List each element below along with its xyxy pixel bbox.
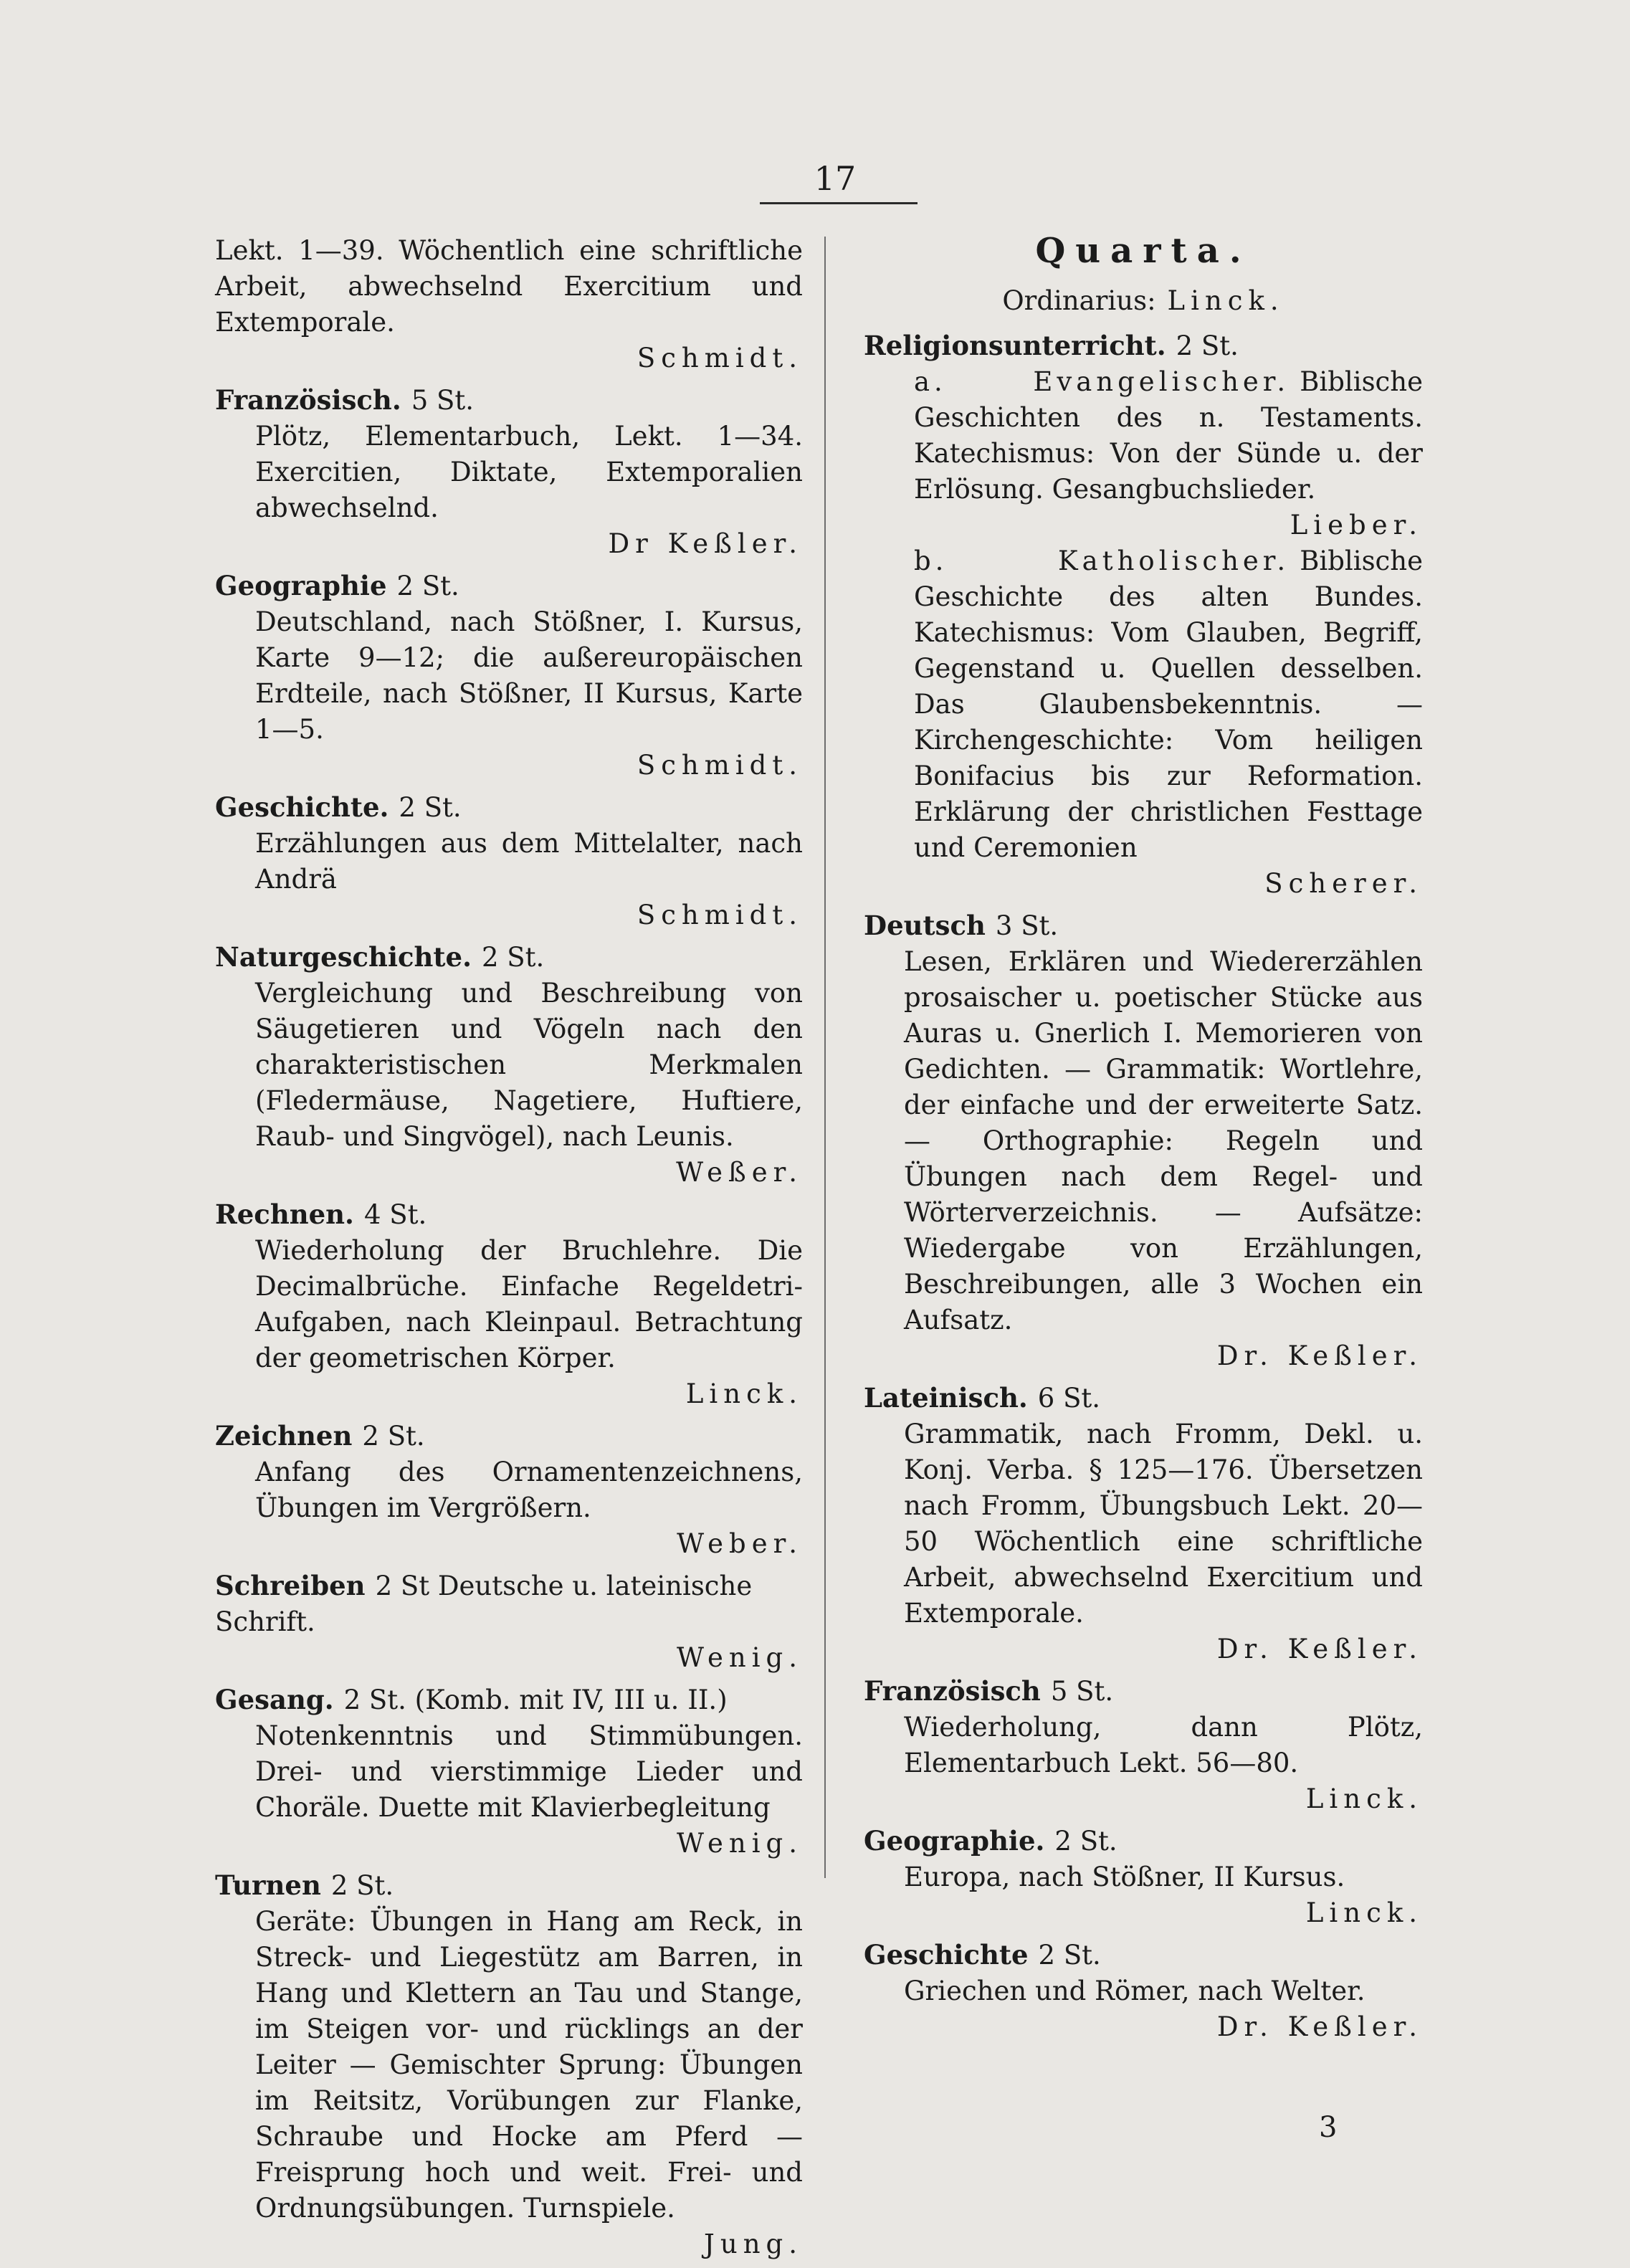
teacher-name: Lieber. <box>1290 510 1423 540</box>
religion-evangelical <box>864 364 1423 508</box>
subject-hours: 2 St. <box>1038 1940 1101 1971</box>
subject-heading: Gesang. <box>215 1684 334 1715</box>
teacher-name: Dr Keßler. <box>608 528 803 559</box>
teacher-name: Weber. <box>677 1528 803 1559</box>
subject-hours: 4 St. <box>363 1199 427 1230</box>
religion-ev-text: Biblische Geschichten des n. Testaments. Katechismus: Von der Sünde u. der Erlösung. Gesangbuchslieder. <box>914 366 1423 505</box>
subject-hours: 2 St <box>375 1571 430 1601</box>
subject-heading: Naturgeschichte. <box>215 941 472 973</box>
left-column <box>215 233 803 2268</box>
subject-heading: Geschichte <box>864 1939 1029 1971</box>
subject-geschichte-quarta <box>864 1937 1423 2045</box>
right-column <box>864 233 1423 2051</box>
subject-text: Deutsche u. lateinische Schrift. <box>215 1571 753 1637</box>
subject-gesang <box>215 1682 803 1862</box>
subject-heading: Rechnen. <box>215 1199 354 1230</box>
subject-heading: Zeichnen <box>215 1420 353 1452</box>
subject-hours: 2 St. <box>396 571 459 601</box>
subject-text: Lesen, Erklären und Wiedererzählen prosaischer u. poetischer Stücke aus Auras u. Gnerlich I. Memorieren von Gedichten. — Grammatik: Wortlehre, der einfache und der erweiterte Satz. — Orthographie: Regeln und Übungen nach dem Regel- und Wörterverzeichnis. — Aufsätze: Wiedergabe von Erzählungen, Beschreibungen, alle 3 Wochen ein Aufsatz. <box>904 946 1423 1335</box>
subject-zeichnen <box>215 1418 803 1562</box>
teacher-name: Jung. <box>704 2229 803 2259</box>
subject-religion <box>864 328 1423 902</box>
subject-hours: 2 St. <box>362 1421 425 1452</box>
subject-hours: 2 St. <box>399 792 462 823</box>
subject-text: Plötz, Elementarbuch, Lekt. 1—34. Exercitien, Diktate, Extemporalien abwechselnd. <box>255 421 803 523</box>
subject-hours: 3 St. <box>995 910 1059 941</box>
subject-text: Deutschland, nach Stößner, I. Kursus, Karte 9—12; die außereuropäischen Erdteile, nach Stößner, II Kursus, Karte 1—5. <box>255 606 803 745</box>
ordinarius-name: Linck. <box>1167 285 1285 316</box>
teacher-name: Dr. Keßler. <box>1216 1634 1423 1664</box>
teacher-name: Schmidt. <box>637 900 803 930</box>
subject-text: Grammatik, nach Fromm, Dekl. u. Konj. Verba. § 125—176. Übersetzen nach Fromm, Übungsbuch Lekt. 20—50 Wöchentlich eine schriftliche Arbeit, abwechselnd Exercitium und Extemporale. <box>904 1419 1423 1629</box>
class-title: Quarta. <box>1035 231 1252 271</box>
teacher-name: Wenig. <box>676 1828 803 1859</box>
printer-signature-mark: 3 <box>1319 2111 1338 2144</box>
ordinarius-label: Ordinarius: <box>1002 285 1156 316</box>
subject-schreiben <box>215 1568 803 1676</box>
teacher-name: Scherer. <box>1264 868 1423 899</box>
subject-text: Wiederholung der Bruchlehre. Die Decimalbrüche. Einfache Regeldetri-Aufgaben, nach Kleinpaul. Betrachtung der geometrischen Körper. <box>255 1235 803 1373</box>
subject-naturgeschichte <box>215 939 803 1191</box>
subject-hours: 6 St. <box>1037 1383 1101 1414</box>
subject-hours: 2 St. <box>330 1870 394 1901</box>
subject-hours: 5 St. <box>1050 1676 1114 1707</box>
subject-text: Vergleichung und Beschreibung von Säugetieren und Vögeln nach den charakteristischen Merkmalen (Fledermäuse, Nagetiere, Huftiere, Raub- und Singvögel), nach Leunis. <box>255 978 803 1152</box>
subject-heading: Turnen <box>215 1869 321 1901</box>
subject-heading: Schreiben <box>215 1570 366 1601</box>
page-number: 17 <box>814 159 857 198</box>
subject-text: Anfang des Ornamentenzeichnens, Übungen im Vergrößern. <box>255 1457 803 1523</box>
subject-heading: Geschichte. <box>215 791 389 823</box>
subject-hours: 2 St. (Komb. mit IV, III u. II.) <box>343 1685 728 1715</box>
subject-franzoesisch-quarta <box>864 1673 1423 1817</box>
subject-turnen <box>215 1867 803 2262</box>
subject-heading: Geographie. <box>864 1825 1045 1857</box>
subject-heading: Lateinisch. <box>864 1382 1028 1414</box>
subject-franzoesisch <box>215 382 803 562</box>
subject-hours: 2 St. <box>1176 330 1239 361</box>
subject-text: Wiederholung, dann Plötz, Elementarbuch Lekt. 56—80. <box>904 1712 1423 1778</box>
subject-hours: 5 St. <box>411 385 474 416</box>
ordinarius-line <box>864 283 1423 319</box>
subject-text: Notenkenntnis und Stimmübungen. Drei- und vierstimmige Lieder und Choräle. Duette mit Klavierbegleitung <box>255 1720 803 1823</box>
teacher-name: Wenig. <box>676 1642 803 1673</box>
religion-kath-text: Biblische Geschichte des alten Bundes. Katechismus: Vom Glauben, Begriff, Gegenstand u. Quellen desselben. Das Glaubensbekenntnis. — Kirchengeschichte: Vom heiligen Bonifacius bis zur Reformation. Erklärung der christlichen Festtage und Ceremonien <box>914 545 1423 863</box>
subject-geographie <box>215 568 803 783</box>
religion-ev-label: a. Evangelischer. <box>914 366 1290 397</box>
religion-catholic <box>864 543 1423 866</box>
subject-text: Erzählungen aus dem Mittelalter, nach Andrä <box>255 828 803 895</box>
subject-heading: Religionsunterricht. <box>864 330 1166 361</box>
subject-heading: Französisch. <box>215 384 401 416</box>
subject-heading: Deutsch <box>864 910 986 941</box>
subject-heading: Geographie <box>215 570 387 601</box>
teacher-name: Dr. Keßler. <box>1216 1340 1423 1371</box>
teacher-name: Schmidt. <box>637 343 803 373</box>
subject-text: Geräte: Übungen in Hang am Reck, in Streck- und Liegestütz am Barren, in Hang und Klettern an Tau und Stange, im Steigen vor- und rücklings an der Leiter — Gemischter Sprung: Übungen im Reitsitz, Vorübungen zur Flanke, Schraube und Hocke am Pferd — Freisprung hoch und weit. Frei- und Ordnungsübungen. Turnspiele. <box>255 1906 803 2224</box>
intro-continuation <box>215 233 803 376</box>
subject-heading: Französisch <box>864 1675 1041 1707</box>
teacher-name: Linck. <box>1305 1783 1423 1814</box>
subject-text: Europa, nach Stößner, II Kursus. <box>904 1862 1345 1892</box>
subject-text: Griechen und Römer, nach Welter. <box>904 1976 1366 2006</box>
subject-lateinisch <box>864 1380 1423 1667</box>
teacher-name: Schmidt. <box>637 750 803 781</box>
subject-geographie-quarta <box>864 1823 1423 1931</box>
subject-deutsch <box>864 907 1423 1374</box>
religion-kath-label: b. Katholischer. <box>914 545 1290 576</box>
teacher-name: Linck. <box>1305 1897 1423 1928</box>
subject-hours: 2 St. <box>481 942 545 973</box>
subject-rechnen <box>215 1196 803 1412</box>
teacher-name: Dr. Keßler. <box>1216 2011 1423 2042</box>
page-number-rule <box>760 202 918 204</box>
teacher-name: Linck. <box>685 1378 803 1409</box>
subject-hours: 2 St. <box>1054 1826 1117 1857</box>
column-divider <box>824 237 826 1878</box>
subject-geschichte <box>215 789 803 933</box>
teacher-name: Weßer. <box>676 1157 803 1188</box>
intro-text: Lekt. 1—39. Wöchentlich eine schriftliche Arbeit, abwechselnd Exercitium und Extemporale. <box>215 235 803 338</box>
